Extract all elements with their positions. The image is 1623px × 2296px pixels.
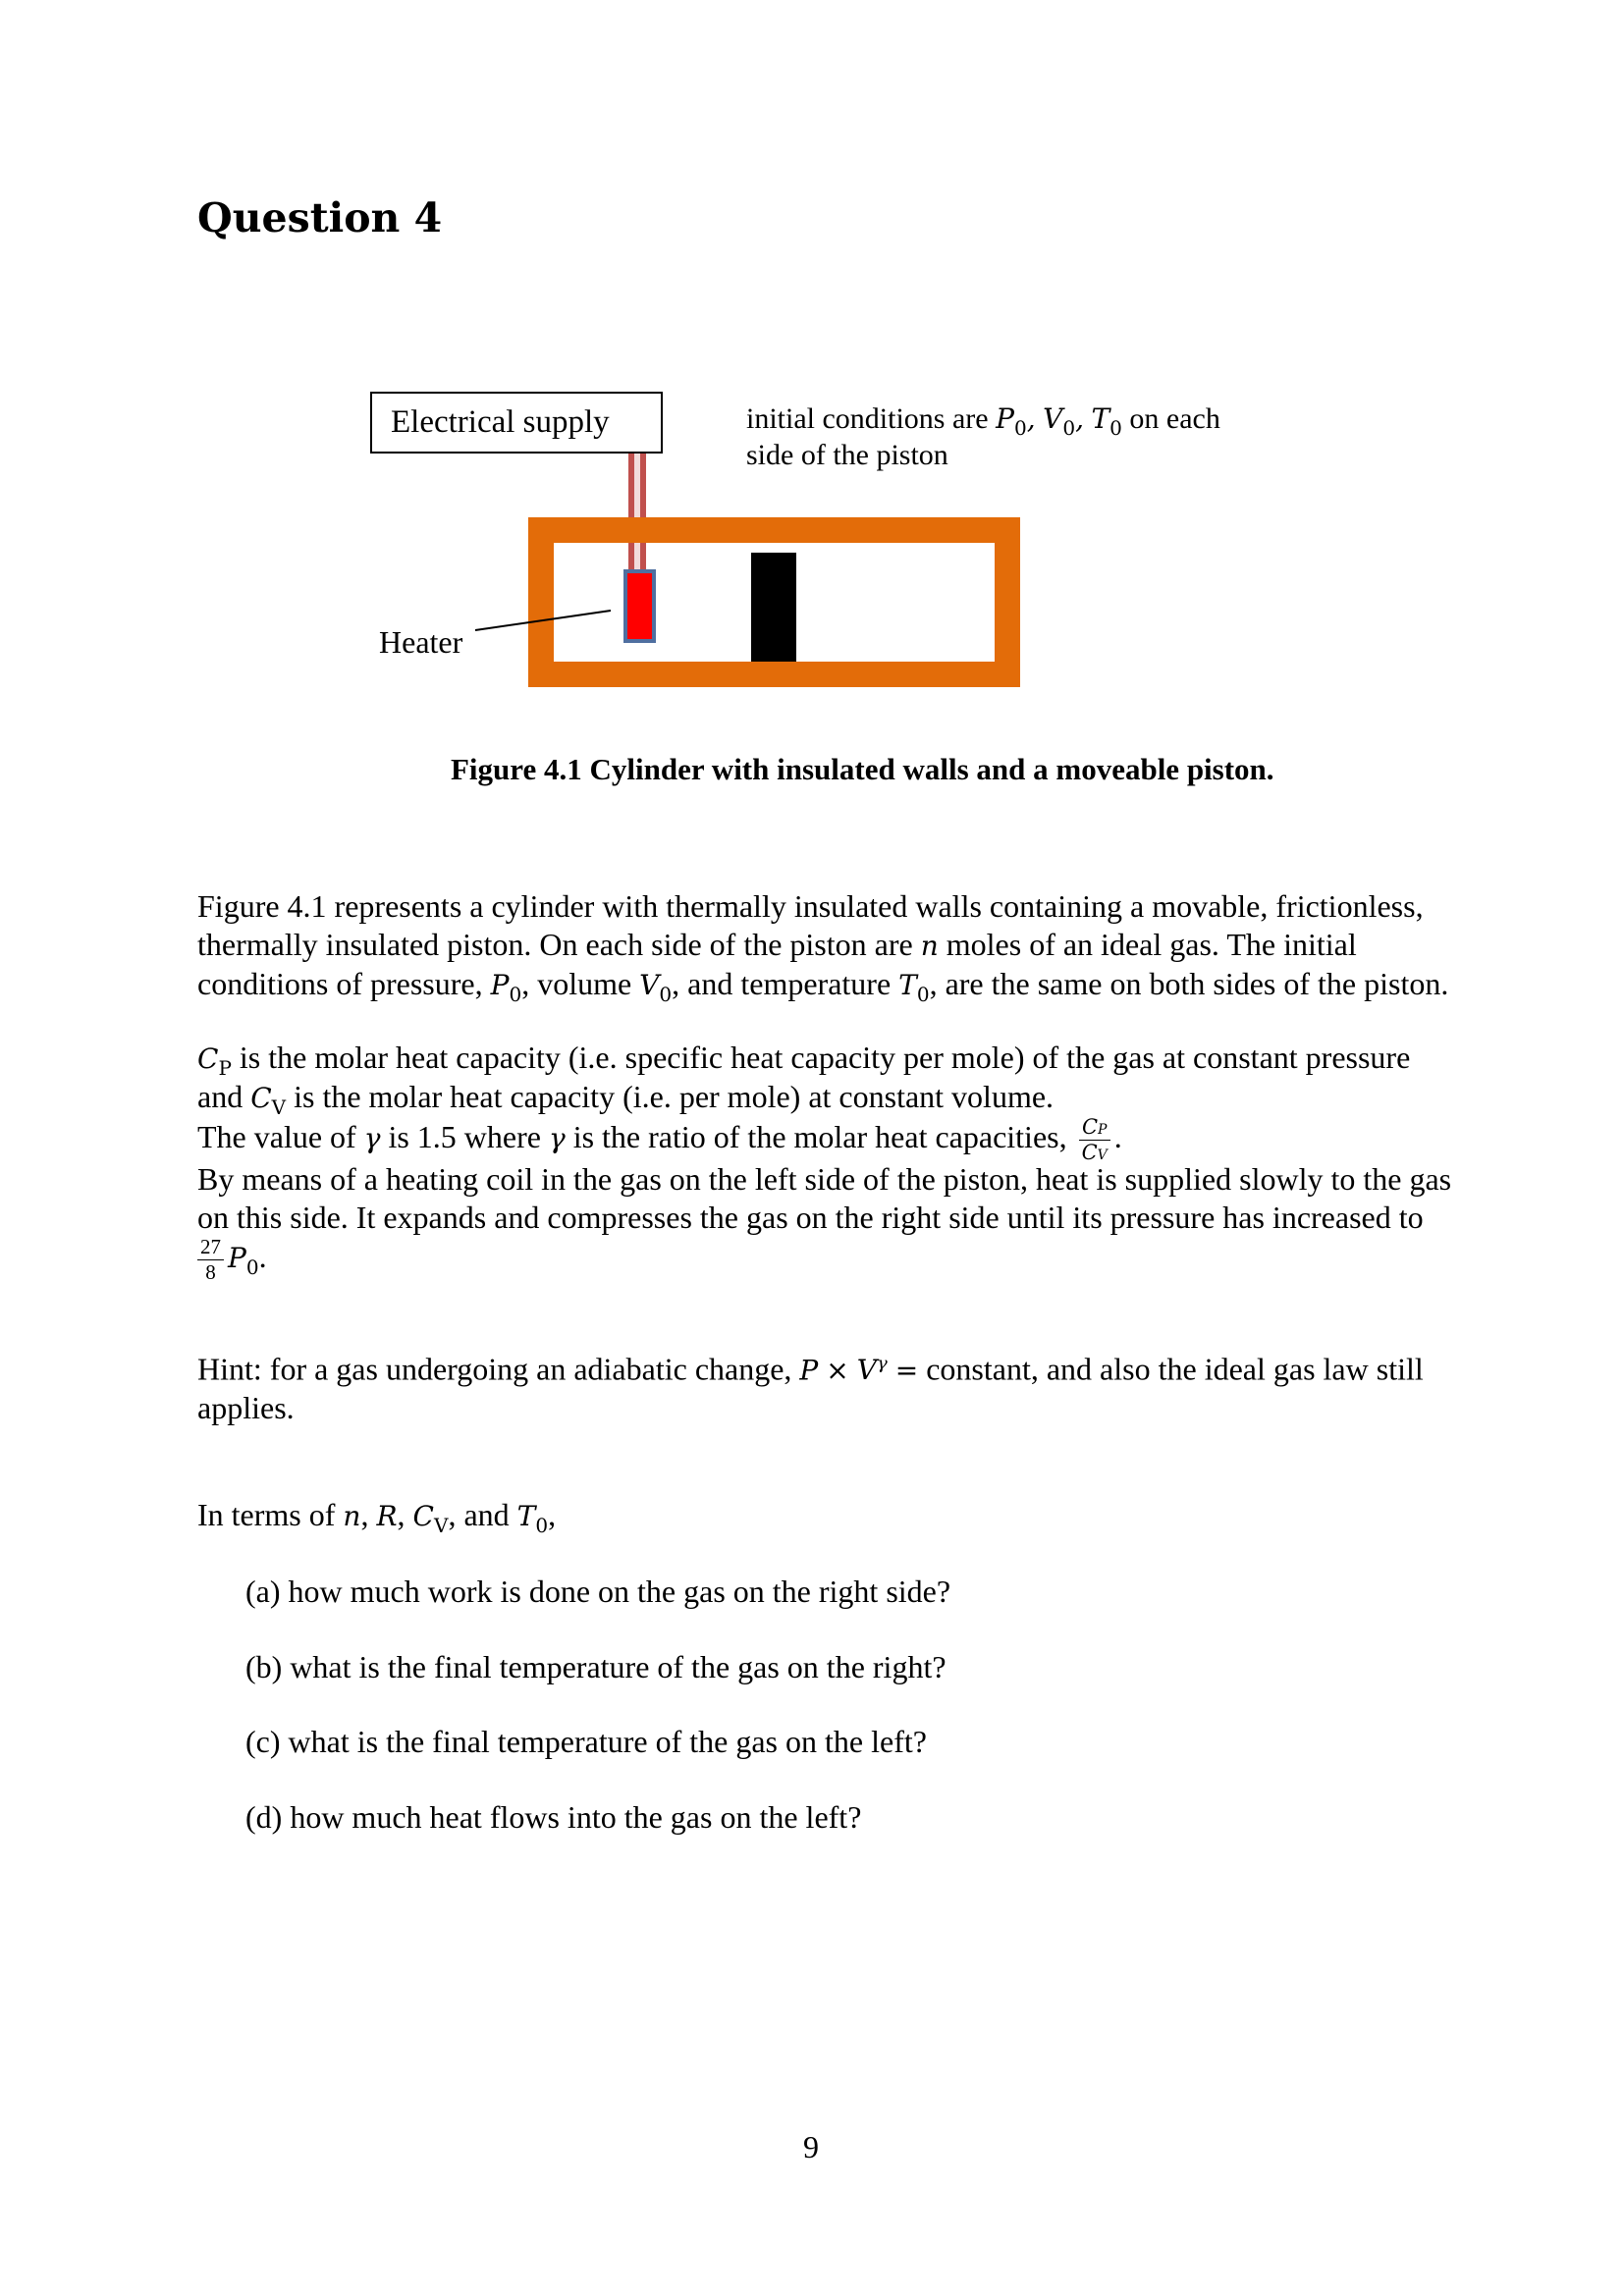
terms-text: In terms of bbox=[197, 1497, 336, 1532]
initial-conditions-text: initial conditions are bbox=[746, 402, 989, 435]
n-symbol: n bbox=[920, 930, 939, 962]
p-times-v-gamma: P bbox=[799, 1354, 819, 1387]
wire-left bbox=[628, 454, 634, 571]
intro-line-2 bbox=[197, 926, 1513, 965]
electrical-supply-label: Electrical supply bbox=[391, 404, 610, 440]
cv-symbol: $C_V$ bbox=[412, 1500, 449, 1537]
heating-line-2: on this side. It expands and compresses the gas on the right side until its pressure has increased to bbox=[197, 1200, 1424, 1235]
question-heading: Question 4 bbox=[197, 194, 443, 241]
t0-symbol: $T_0$ bbox=[1091, 402, 1122, 440]
terms-and-text: and bbox=[463, 1497, 510, 1532]
supply-wires bbox=[628, 454, 646, 571]
fraction-denominator: 8 bbox=[205, 1260, 216, 1284]
cylinder-diagram bbox=[0, 0, 1623, 746]
hint-paragraph bbox=[197, 1345, 1513, 1427]
fraction-numerator: 27 bbox=[197, 1237, 224, 1260]
intro-text-7: , are the same on both sides of the piston. bbox=[929, 966, 1449, 1001]
gamma-text-2: is 1.5 where bbox=[388, 1118, 541, 1154]
electrical-supply-box bbox=[370, 392, 663, 454]
final-pressure-line: $\frac{27}{8}$ $P_0$. bbox=[197, 1237, 1513, 1283]
heater-element bbox=[625, 571, 654, 641]
on-each-text: on each bbox=[1129, 402, 1220, 435]
question-c: (c) what is the final temperature of the gas on the left? bbox=[245, 1724, 927, 1759]
intro-line-1: Figure 4.1 represents a cylinder with thermally insulated walls containing a movable, frictionless, bbox=[197, 888, 1424, 924]
p0-symbol: $P_0$, bbox=[996, 402, 1036, 440]
intro-text-3: moles of an ideal gas. The initial bbox=[946, 927, 1357, 962]
cp-line bbox=[197, 1039, 1513, 1078]
initial-conditions-note bbox=[746, 400, 1296, 473]
gamma-text-3: is the ratio of the molar heat capacities, bbox=[572, 1118, 1067, 1154]
t0-symbol: $T_0$ bbox=[516, 1500, 549, 1537]
27-over-8-fraction bbox=[197, 1237, 224, 1283]
in-terms-of-line: In terms of n, R, $C_V$, and $T_0$, bbox=[197, 1497, 557, 1537]
gamma-text-1: The value of bbox=[197, 1118, 356, 1154]
cv-line bbox=[197, 1078, 1513, 1117]
page-number: 9 bbox=[803, 2129, 819, 2164]
hint-line-2: applies. bbox=[197, 1390, 295, 1426]
wire-right bbox=[640, 454, 646, 571]
intro-text-6: , and temperature bbox=[672, 966, 892, 1001]
heat-capacity-paragraph bbox=[197, 1039, 1513, 1283]
gamma-symbol: γ bbox=[363, 1121, 381, 1154]
intro-text-2: thermally insulated piston. On each side of the piston are bbox=[197, 927, 913, 962]
question-d: (d) how much heat flows into the gas on the left? bbox=[245, 1799, 862, 1835]
cp-symbol: $C_P$ bbox=[197, 1042, 232, 1080]
intro-paragraph bbox=[197, 887, 1513, 1004]
and-text: and bbox=[197, 1079, 243, 1114]
gamma-line: The value of γ is 1.5 where γ is the ratio of the molar heat capacities, $\frac{CP}{CV}$ . bbox=[197, 1115, 1122, 1164]
intro-text-5: , volume bbox=[521, 966, 632, 1001]
n-symbol: n bbox=[343, 1500, 361, 1532]
cv-text: is the molar heat capacity (i.e. per mole) at constant volume. bbox=[294, 1079, 1055, 1114]
cp-over-cv-fraction: $\frac{CP}{CV}$ bbox=[1079, 1117, 1110, 1163]
piston bbox=[751, 553, 796, 662]
t0-symbol: $T_0$ bbox=[898, 969, 930, 1006]
r-symbol: R bbox=[376, 1500, 398, 1532]
cv-symbol: $C_V$ bbox=[250, 1082, 287, 1119]
p0-symbol: $P_0$ bbox=[490, 969, 522, 1006]
v0-symbol: $V_0$, bbox=[1043, 402, 1084, 440]
question-a: (a) how much work is done on the gas on the right side? bbox=[245, 1574, 951, 1609]
cp-text: is the molar heat capacity (i.e. specific heat capacity per mole) of the gas at constant pressure bbox=[239, 1040, 1411, 1075]
v0-symbol: $V_0$ bbox=[639, 969, 673, 1006]
heater-label: Heater bbox=[379, 624, 463, 660]
wire-gap bbox=[634, 454, 640, 571]
intro-text-4: conditions of pressure, bbox=[197, 966, 483, 1001]
gamma-symbol: γ bbox=[548, 1121, 566, 1154]
hint-text-2: constant, and also the ideal gas law still bbox=[926, 1351, 1424, 1387]
intro-line-3 bbox=[197, 965, 1513, 1004]
p0-symbol: $P_0$ bbox=[228, 1241, 259, 1279]
question-b: (b) what is the final temperature of the gas on the right? bbox=[245, 1649, 947, 1684]
hint-line-1: Hint: for a gas undergoing an adiabatic change, $P \times V^\gamma$ = constant, and also the ideal gas law still bbox=[197, 1351, 1424, 1387]
heating-line-1: By means of a heating coil in the gas on the left side of the piston, heat is supplied slowly to the gas bbox=[197, 1161, 1452, 1197]
figure-caption: Figure 4.1 Cylinder with insulated walls and a moveable piston. bbox=[451, 752, 1274, 786]
hint-text-1: Hint: for a gas undergoing an adiabatic change, bbox=[197, 1351, 792, 1387]
side-of-piston-text: side of the piston bbox=[746, 439, 948, 471]
